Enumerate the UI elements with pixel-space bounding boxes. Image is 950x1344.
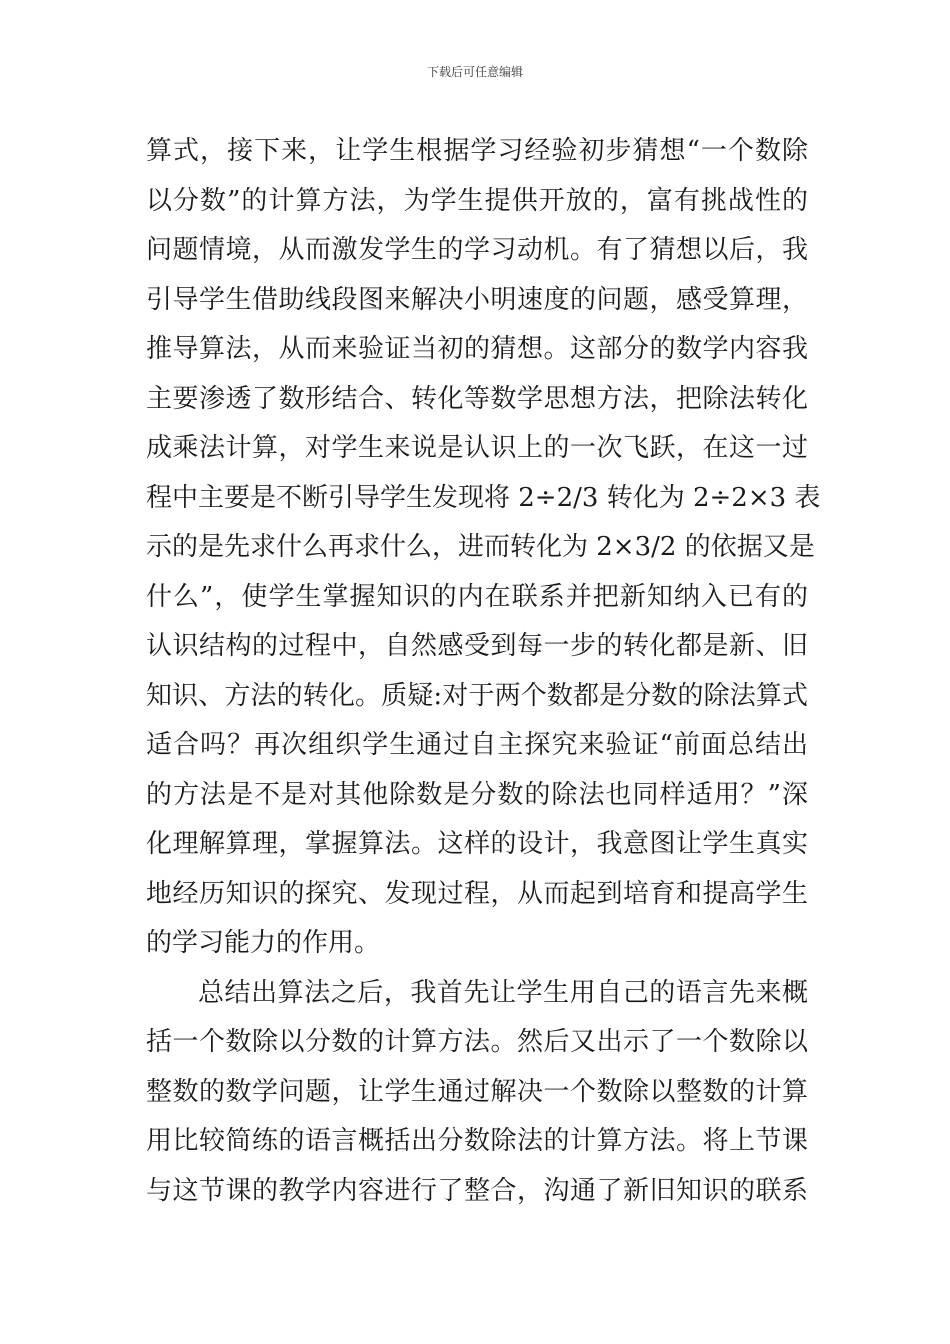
text-line: 地经历知识的探究、发现过程，从而起到培育和提高学生 xyxy=(146,878,808,909)
text-line: 问题情境，从而激发学生的学习动机。有了猜想以后，我 xyxy=(146,235,808,265)
text-line: 引导学生借助线段图来解决小明速度的问题，感受算理， xyxy=(146,284,808,315)
text-line: 总结出算法之后，我首先让学生用自己的语言先来概 xyxy=(198,977,808,1008)
document-body xyxy=(146,127,821,1216)
text-line: 程中主要是不断引导学生发现将 2÷2/3 转化为 2÷2×3 表 xyxy=(146,482,821,513)
text-line: 推导算法，从而来验证当初的猜想。这部分的数学内容我 xyxy=(146,334,808,364)
page-header: 下载后可任意编辑 xyxy=(426,65,523,79)
text-line: 知识、方法的转化。质疑:对于两个数都是分数的除法算式 xyxy=(146,680,808,711)
text-line: 算式，接下来，让学生根据学习经验初步猜想“一个数除 xyxy=(146,136,808,166)
text-line: 用比较简练的语言概括出分数除法的计算方法。将上节课 xyxy=(146,1126,808,1156)
paragraph-1 xyxy=(146,127,821,969)
text-line: 认识结构的过程中，自然感受到每一步的转化都是新、旧 xyxy=(146,631,808,661)
text-line: 什么”，使学生掌握知识的内在联系并把新知纳入已有的 xyxy=(146,581,808,612)
text-line: 成乘法计算，对学生来说是认识上的一次飞跃，在这一过 xyxy=(146,433,808,463)
text-line: 括一个数除以分数的计算方法。然后又出示了一个数除以 xyxy=(146,1027,808,1057)
text-line: 主要渗透了数形结合、转化等数学思想方法，把除法转化 xyxy=(146,383,808,414)
text-line: 示的是先求什么再求什么，进而转化为 2×3/2 的依据又是 xyxy=(146,532,815,562)
text-line: 的方法是不是对其他除数是分数的除法也同样适用？”深 xyxy=(146,779,808,810)
text-line: 适合吗？再次组织学生通过自主探究来验证“前面总结出 xyxy=(146,730,808,760)
text-line: 的学习能力的作用。 xyxy=(146,928,381,958)
text-line: 化理解算理，掌握算法。这样的设计，我意图让学生真实 xyxy=(146,829,808,859)
text-line: 以分数”的计算方法，为学生提供开放的，富有挑战性的 xyxy=(146,185,808,216)
text-line: 整数的数学问题，让学生通过解决一个数除以整数的计算 xyxy=(146,1076,808,1107)
paragraph-2 xyxy=(146,969,808,1217)
text-line: 与这节课的教学内容进行了整合，沟通了新旧知识的联系 xyxy=(146,1175,808,1206)
